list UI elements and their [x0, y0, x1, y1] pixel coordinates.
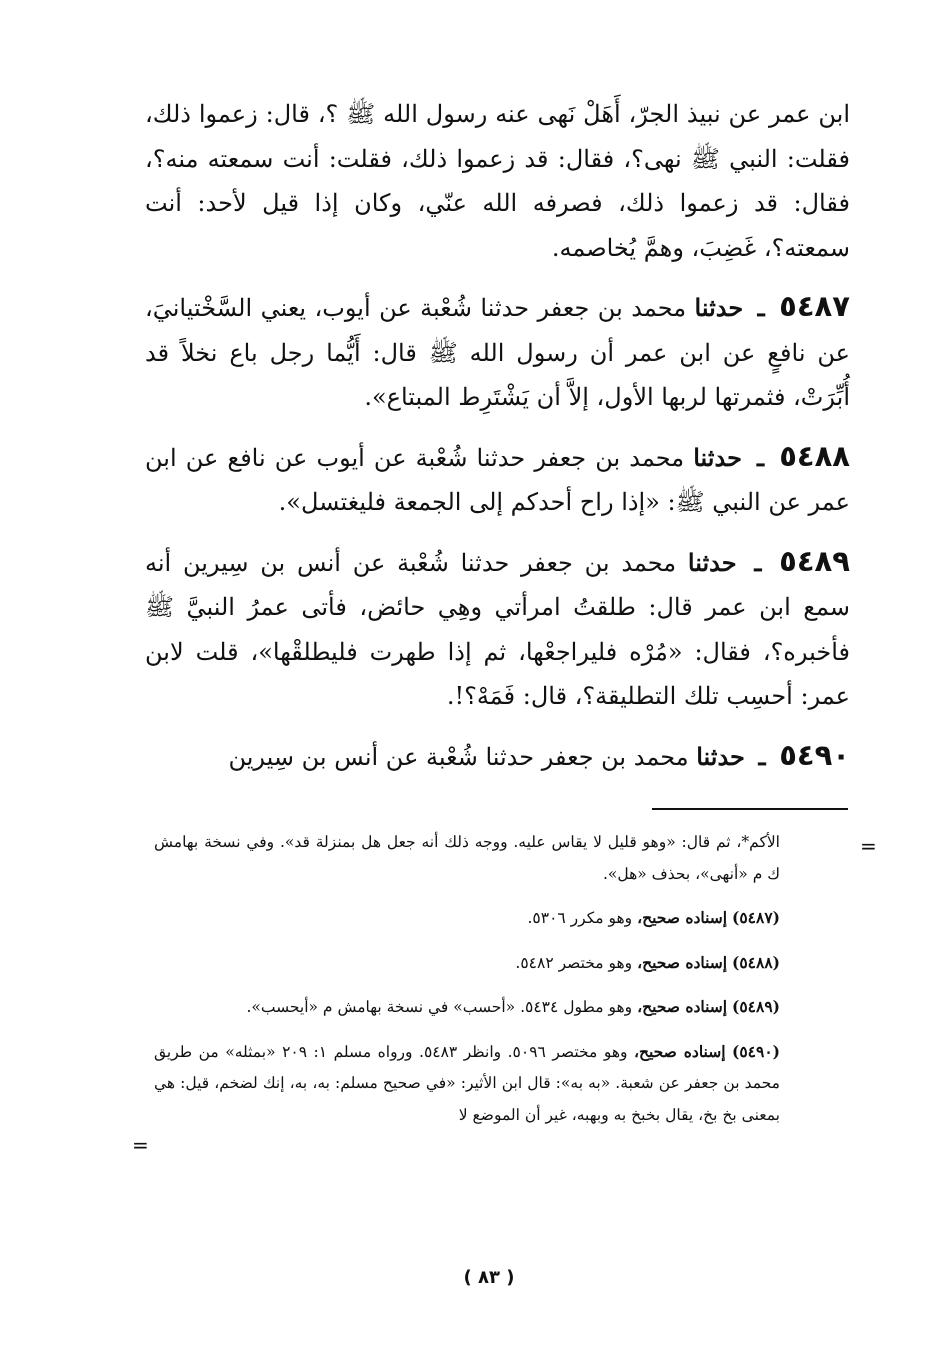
hadith-dash: ـ [754, 547, 762, 577]
footnote-continuation-start-mark: = [860, 834, 877, 858]
hadith-keyword: حدثنا [696, 741, 745, 771]
hadith-keyword: حدثنا [687, 547, 737, 577]
footnote-text: وهو مطول ٥٤٣٤. «أحسب» في نسخة بهامش م «أيحسب». [246, 998, 633, 1016]
hadith-5487 [145, 284, 850, 420]
footnote-number: (٥٤٨٧) [732, 908, 780, 927]
footnote-grade: إسناده صحيح، [633, 1041, 726, 1061]
footnote-5488 [154, 947, 780, 980]
hadith-number: ٥٤٨٩ [779, 543, 850, 578]
hadith-number: ٥٤٩٠ [779, 737, 850, 772]
footnote-number: (٥٤٨٨) [732, 952, 780, 972]
footnote-grade: إسناده صحيح، [637, 997, 728, 1016]
hadith-5489 [145, 539, 850, 719]
hadith-text: محمد بن جعفر حدثنا شُعْبة عن أنس بن سِيرين أنه سمع ابن عمر قال: طلقتُ امرأتي وهِي حائض، فأتى عمرُ النبيَّ ﷺ فأخبره؟، فقال: «مُرْه فليراجعْها، ثم إذا طهرت فليطلقْها»، قلت لابن عمر: أحسِب تلك التطليقة؟، قال: فَمَهْ؟!. [145, 548, 850, 710]
hadith-keyword: حدثنا [693, 442, 742, 472]
hadith-text: محمد بن جعفر حدثنا شُعْبة عن أنس بن سِيرين [228, 742, 689, 771]
footnote-carryover: الأكم*، ثم قال: «وهو قليل لا يقاس عليه. ووجه ذلك أنه جعل هل بمنزلة قد». وفي نسخة بهامش ك م «أنهى»، بحذف «هل». [154, 833, 780, 883]
main-text [145, 92, 850, 779]
footnote-grade: إسناده صحيح، [637, 952, 728, 972]
hadith-dash: ـ [758, 741, 766, 771]
footnote-5489 [154, 991, 780, 1024]
footnote-number: (٥٤٩٠) [732, 1041, 781, 1061]
hadith-dash: ـ [757, 442, 765, 472]
footnote-text: وهو مختصر ٥٠٩٦. وانظر ٥٤٨٣. ورواه مسلم ١: ٢٠٩ «بمثله» من طريق محمد بن جعفر عن شعبة. «به به»: قال ابن الأثير: «في صحيح مسلم: به، به، إنك لضخم، قيل: هي بمعنى بخ بخ، يقال بخبخ به وبهبه، غير أن الموضع لا [154, 1042, 780, 1124]
hadith-number: ٥٤٨٧ [779, 289, 850, 323]
hadith-5490 [145, 733, 850, 780]
page-number: ( ٨٣ ) [463, 1267, 515, 1288]
footnote-grade: إسناده صحيح، [637, 908, 728, 927]
hadith-dash: ـ [757, 293, 765, 322]
intro-paragraph: ابن عمر عن نبيذ الجرّ، أَهَلْ نَهى عنه رسول الله ﷺ ؟، قال: زعموا ذلك، فقلت: النبي ﷺ نهى؟، فقال: قد زعموا ذلك، فقلت: أنت سمعته منه؟، فقال: قد زعموا ذلك، فصرفه الله عنّي، وكان إذا قيل لأحد: أنت سمعته؟، غَضِبَ، وهمَّ يُخاصمه. [145, 100, 850, 262]
footnote-number: (٥٤٨٩) [732, 997, 780, 1016]
hadith-keyword: حدثنا [694, 293, 744, 322]
footnotes [154, 827, 780, 1131]
footnote-continuation-end-mark: = [132, 1133, 149, 1157]
footnote-5490 [154, 1036, 780, 1132]
hadith-5488 [145, 434, 850, 525]
footnote-separator [652, 808, 848, 810]
footnote-5487 [154, 902, 780, 935]
footnote-text: وهو مختصر ٥٤٨٢. [515, 953, 633, 972]
footnote-text: وهو مكرر ٥٣٠٦. [527, 909, 633, 927]
hadith-text: محمد بن جعفر حدثنا شُعْبة عن أيوب عن نافع عن ابن عمر عن النبي ﷺ: «إذا راح أحدكم إلى الجمعة فليغتسل». [145, 443, 850, 516]
hadith-text: محمد بن جعفر حدثنا شُعْبة عن أيوب، يعني السَّخْتيانيَ، عن نافعٍ عن ابن عمر أن رسول الله ﷺ قال: أَيُّما رجل باع نخلاً قد أُبِّرَتْ، فثمرتها لربها الأول، إلاَّ أن يَشْتَرِط المبتاع». [145, 294, 850, 411]
hadith-number: ٥٤٨٨ [779, 438, 850, 473]
